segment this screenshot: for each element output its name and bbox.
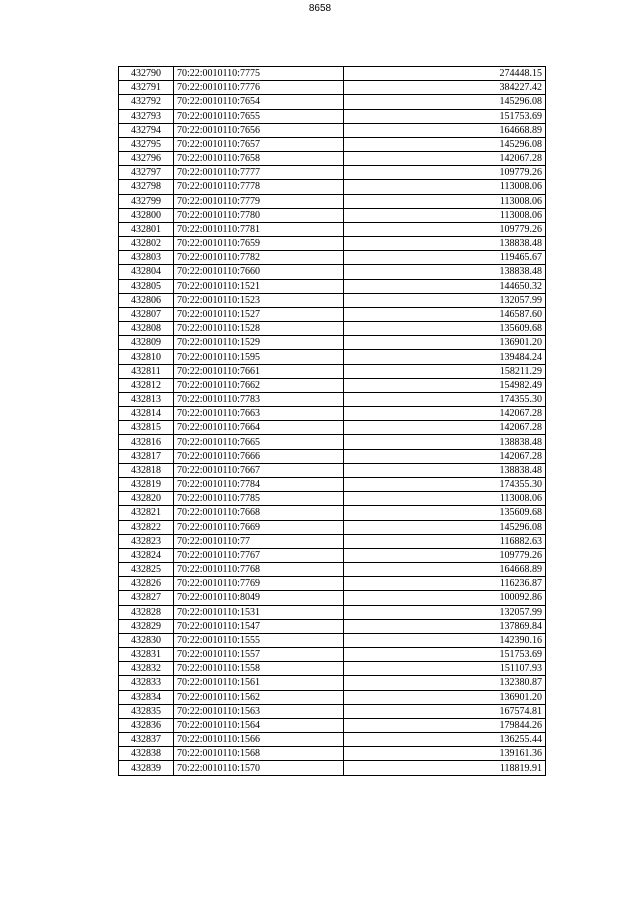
row-id-cell: 432801 [119,222,174,236]
table-row [119,81,546,95]
cadastral-number-cell: 70:22:0010110:7777 [174,166,344,180]
row-id-cell: 432830 [119,633,174,647]
value-cell: 136901.20 [344,690,546,704]
cadastral-number-cell: 70:22:0010110:7666 [174,449,344,463]
table-row [119,67,546,81]
cadastral-number-cell: 70:22:0010110:7658 [174,152,344,166]
table-row [119,307,546,321]
cadastral-number-cell: 70:22:0010110:7785 [174,492,344,506]
row-id-cell: 432838 [119,747,174,761]
cadastral-number-cell: 70:22:0010110:1564 [174,718,344,732]
cadastral-number-cell: 70:22:0010110:7654 [174,95,344,109]
table-row [119,520,546,534]
value-cell: 113008.06 [344,180,546,194]
table-row [119,350,546,364]
cadastral-number-cell: 70:22:0010110:7660 [174,265,344,279]
row-id-cell: 432824 [119,548,174,562]
row-id-cell: 432836 [119,718,174,732]
cadastral-number-cell: 70:22:0010110:1563 [174,704,344,718]
value-cell: 145296.08 [344,137,546,151]
row-id-cell: 432794 [119,123,174,137]
table-row [119,563,546,577]
table-row [119,194,546,208]
row-id-cell: 432808 [119,322,174,336]
table-row [119,534,546,548]
row-id-cell: 432831 [119,648,174,662]
cadastral-number-cell: 70:22:0010110:7659 [174,237,344,251]
page-number: 8658 [308,3,332,14]
row-id-cell: 432837 [119,733,174,747]
value-cell: 139484.24 [344,350,546,364]
value-cell: 164668.89 [344,563,546,577]
table-row [119,208,546,222]
row-id-cell: 432813 [119,392,174,406]
table-row [119,477,546,491]
row-id-cell: 432835 [119,704,174,718]
table-row [119,265,546,279]
cadastral-number-cell: 70:22:0010110:7661 [174,364,344,378]
row-id-cell: 432796 [119,152,174,166]
cadastral-number-cell: 70:22:0010110:1570 [174,761,344,775]
row-id-cell: 432817 [119,449,174,463]
table-row [119,506,546,520]
row-id-cell: 432816 [119,435,174,449]
value-cell: 138838.48 [344,463,546,477]
table-row [119,421,546,435]
table-row [119,619,546,633]
value-cell: 136901.20 [344,336,546,350]
value-cell: 142390.16 [344,633,546,647]
cadastral-number-cell: 70:22:0010110:1555 [174,633,344,647]
value-cell: 116882.63 [344,534,546,548]
table-row [119,222,546,236]
value-cell: 151753.69 [344,648,546,662]
row-id-cell: 432807 [119,307,174,321]
value-cell: 384227.42 [344,81,546,95]
value-cell: 119465.67 [344,251,546,265]
row-id-cell: 432792 [119,95,174,109]
value-cell: 109779.26 [344,548,546,562]
row-id-cell: 432820 [119,492,174,506]
table-row [119,662,546,676]
row-id-cell: 432821 [119,506,174,520]
cadastral-number-cell: 70:22:0010110:7662 [174,378,344,392]
row-id-cell: 432819 [119,477,174,491]
table-row [119,747,546,761]
cadastral-number-cell: 70:22:0010110:7784 [174,477,344,491]
row-id-cell: 432799 [119,194,174,208]
value-cell: 113008.06 [344,492,546,506]
cadastral-number-cell: 70:22:0010110:7781 [174,222,344,236]
cadastral-number-cell: 70:22:0010110:7668 [174,506,344,520]
row-id-cell: 432823 [119,534,174,548]
cadastral-number-cell: 70:22:0010110:1523 [174,293,344,307]
value-cell: 151107.93 [344,662,546,676]
row-id-cell: 432829 [119,619,174,633]
row-id-cell: 432826 [119,577,174,591]
value-cell: 113008.06 [344,194,546,208]
value-cell: 144650.32 [344,279,546,293]
cadastral-number-cell: 70:22:0010110:7778 [174,180,344,194]
cadastral-number-cell: 70:22:0010110:7780 [174,208,344,222]
value-cell: 136255.44 [344,733,546,747]
cadastral-number-cell: 70:22:0010110:1557 [174,648,344,662]
value-cell: 146587.60 [344,307,546,321]
cadastral-number-cell: 70:22:0010110:1595 [174,350,344,364]
row-id-cell: 432825 [119,563,174,577]
row-id-cell: 432791 [119,81,174,95]
row-id-cell: 432818 [119,463,174,477]
value-cell: 138838.48 [344,265,546,279]
table-row [119,605,546,619]
table-row [119,392,546,406]
value-cell: 174355.30 [344,392,546,406]
value-cell: 154982.49 [344,378,546,392]
cadastral-number-cell: 70:22:0010110:1521 [174,279,344,293]
row-id-cell: 432822 [119,520,174,534]
row-id-cell: 432815 [119,421,174,435]
value-cell: 274448.15 [344,67,546,81]
value-cell: 142067.28 [344,407,546,421]
value-cell: 142067.28 [344,449,546,463]
cadastral-number-cell: 70:22:0010110:7669 [174,520,344,534]
cadastral-number-cell: 70:22:0010110:8049 [174,591,344,605]
row-id-cell: 432803 [119,251,174,265]
value-cell: 132057.99 [344,605,546,619]
value-cell: 145296.08 [344,520,546,534]
table-row [119,322,546,336]
table-row [119,463,546,477]
row-id-cell: 432812 [119,378,174,392]
row-id-cell: 432806 [119,293,174,307]
table-row [119,633,546,647]
cadastral-number-cell: 70:22:0010110:7664 [174,421,344,435]
table-row [119,548,546,562]
table-row [119,591,546,605]
value-cell: 164668.89 [344,123,546,137]
row-id-cell: 432795 [119,137,174,151]
row-id-cell: 432793 [119,109,174,123]
cadastral-number-cell: 70:22:0010110:7775 [174,67,344,81]
table-row [119,407,546,421]
table-row [119,251,546,265]
value-cell: 151753.69 [344,109,546,123]
cadastral-number-cell: 70:22:0010110:1531 [174,605,344,619]
row-id-cell: 432797 [119,166,174,180]
row-id-cell: 432839 [119,761,174,775]
value-cell: 137869.84 [344,619,546,633]
value-cell: 139161.36 [344,747,546,761]
value-cell: 179844.26 [344,718,546,732]
table-row [119,152,546,166]
table-row [119,704,546,718]
table-row [119,364,546,378]
table-row [119,180,546,194]
row-id-cell: 432810 [119,350,174,364]
table-row [119,492,546,506]
cadastral-number-cell: 70:22:0010110:7767 [174,548,344,562]
table-row [119,718,546,732]
cadastral-number-cell: 70:22:0010110:7656 [174,123,344,137]
value-cell: 132057.99 [344,293,546,307]
value-cell: 174355.30 [344,477,546,491]
table-row [119,293,546,307]
table-row [119,690,546,704]
table-row [119,237,546,251]
table-row [119,109,546,123]
value-cell: 135609.68 [344,506,546,520]
value-cell: 109779.26 [344,166,546,180]
table-row [119,435,546,449]
cadastral-number-cell: 70:22:0010110:7768 [174,563,344,577]
row-id-cell: 432805 [119,279,174,293]
table-row [119,279,546,293]
value-cell: 145296.08 [344,95,546,109]
cadastral-number-cell: 70:22:0010110:7665 [174,435,344,449]
row-id-cell: 432834 [119,690,174,704]
cadastral-number-cell: 70:22:0010110:1561 [174,676,344,690]
value-cell: 138838.48 [344,435,546,449]
table-row [119,676,546,690]
row-id-cell: 432800 [119,208,174,222]
cadastral-number-cell: 70:22:0010110:1558 [174,662,344,676]
cadastral-number-cell: 70:22:0010110:7663 [174,407,344,421]
value-cell: 100092.86 [344,591,546,605]
value-cell: 116236.87 [344,577,546,591]
registry-table [118,66,546,776]
table-row [119,577,546,591]
row-id-cell: 432790 [119,67,174,81]
row-id-cell: 432832 [119,662,174,676]
cadastral-number-cell: 70:22:0010110:1527 [174,307,344,321]
row-id-cell: 432798 [119,180,174,194]
row-id-cell: 432804 [119,265,174,279]
table-row [119,733,546,747]
value-cell: 132380.87 [344,676,546,690]
value-cell: 142067.28 [344,421,546,435]
cadastral-number-cell: 70:22:0010110:1547 [174,619,344,633]
cadastral-number-cell: 70:22:0010110:1529 [174,336,344,350]
value-cell: 113008.06 [344,208,546,222]
row-id-cell: 432814 [119,407,174,421]
registry-table-body [119,67,546,776]
value-cell: 158211.29 [344,364,546,378]
cadastral-number-cell: 70:22:0010110:7779 [174,194,344,208]
cadastral-number-cell: 70:22:0010110:7667 [174,463,344,477]
table-row [119,336,546,350]
cadastral-number-cell: 70:22:0010110:7657 [174,137,344,151]
cadastral-number-cell: 70:22:0010110:7655 [174,109,344,123]
table-row [119,123,546,137]
row-id-cell: 432827 [119,591,174,605]
table-row [119,166,546,180]
cadastral-number-cell: 70:22:0010110:7783 [174,392,344,406]
row-id-cell: 432809 [119,336,174,350]
table-row [119,378,546,392]
cadastral-number-cell: 70:22:0010110:7782 [174,251,344,265]
cadastral-number-cell: 70:22:0010110:1562 [174,690,344,704]
value-cell: 138838.48 [344,237,546,251]
value-cell: 167574.81 [344,704,546,718]
table-row [119,761,546,775]
cadastral-number-cell: 70:22:0010110:77 [174,534,344,548]
cadastral-number-cell: 70:22:0010110:1528 [174,322,344,336]
value-cell: 118819.91 [344,761,546,775]
row-id-cell: 432833 [119,676,174,690]
value-cell: 109779.26 [344,222,546,236]
row-id-cell: 432811 [119,364,174,378]
table-row [119,95,546,109]
cadastral-number-cell: 70:22:0010110:7776 [174,81,344,95]
table-row [119,137,546,151]
cadastral-number-cell: 70:22:0010110:1566 [174,733,344,747]
cadastral-number-cell: 70:22:0010110:1568 [174,747,344,761]
table-row [119,648,546,662]
cadastral-number-cell: 70:22:0010110:7769 [174,577,344,591]
row-id-cell: 432828 [119,605,174,619]
value-cell: 142067.28 [344,152,546,166]
table-row [119,449,546,463]
value-cell: 135609.68 [344,322,546,336]
row-id-cell: 432802 [119,237,174,251]
